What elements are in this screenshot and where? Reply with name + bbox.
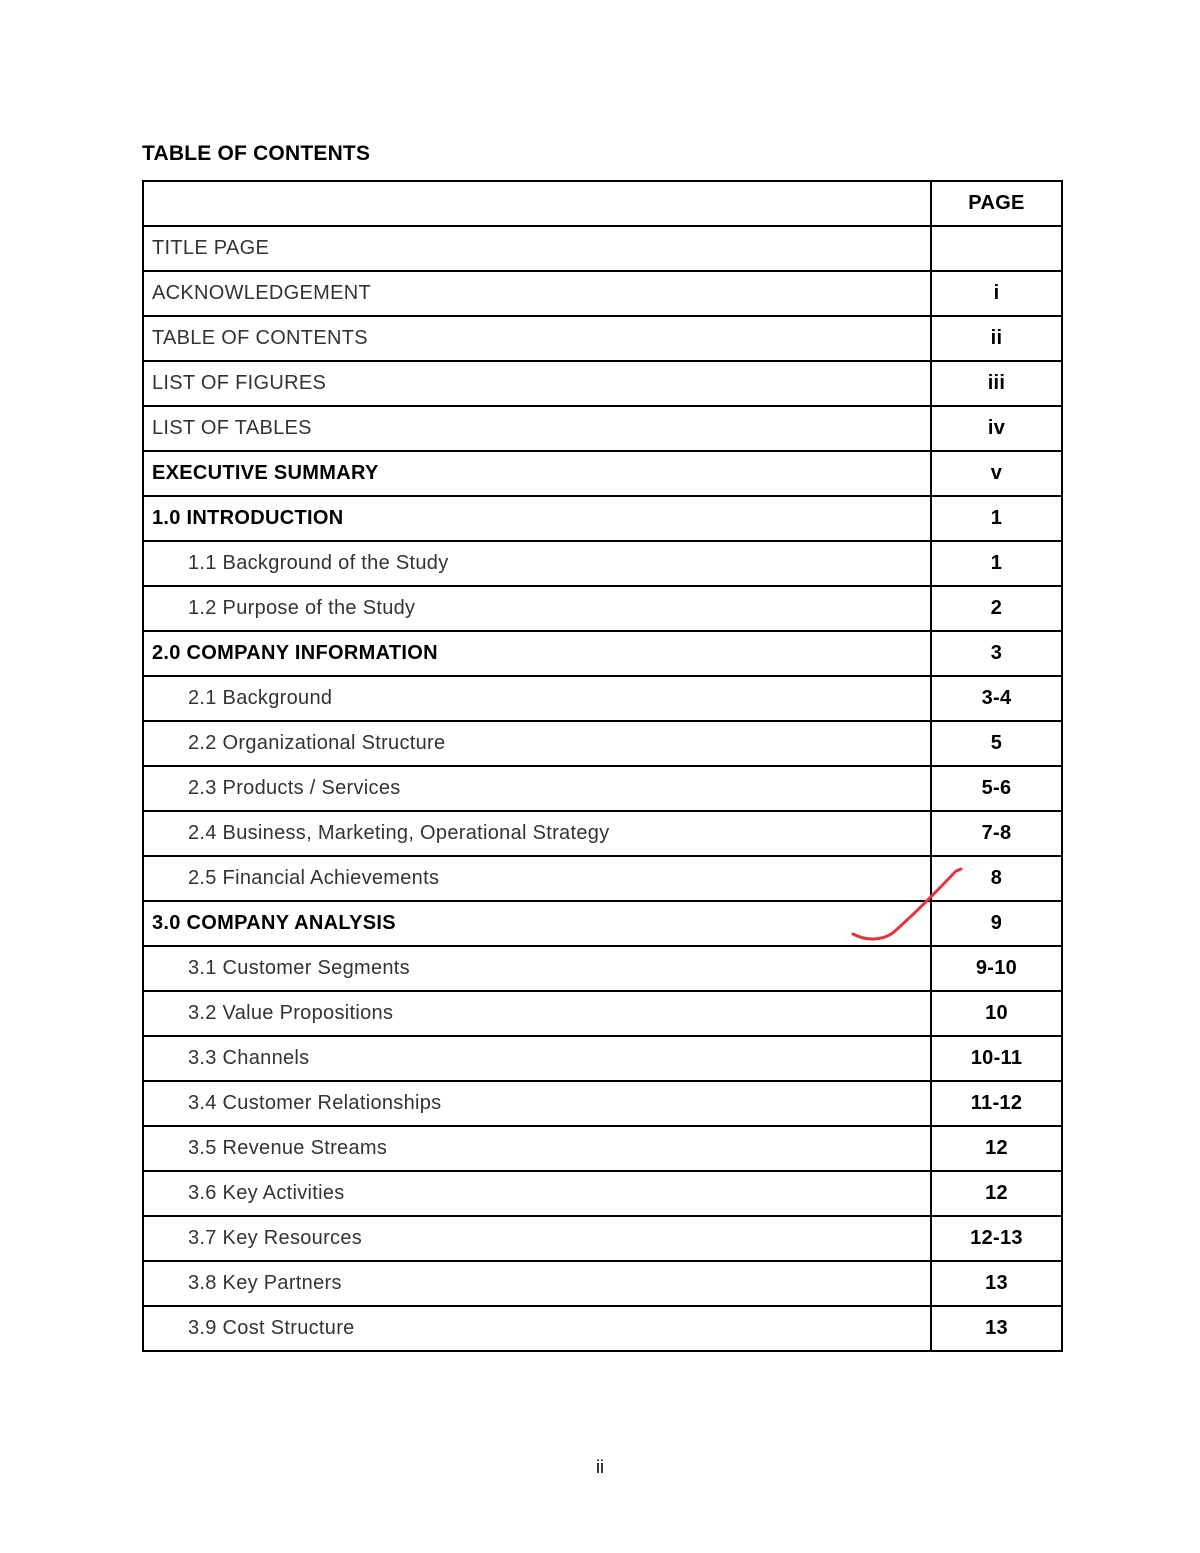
- toc-entry-label: 3.8 Key Partners: [143, 1261, 931, 1306]
- toc-entry-page: 9: [931, 901, 1062, 946]
- toc-row: [143, 991, 1062, 1036]
- toc-entry-page: 12: [931, 1171, 1062, 1216]
- page-column-header: PAGE: [931, 181, 1062, 226]
- toc-entry-label: 2.2 Organizational Structure: [143, 721, 931, 766]
- toc-entry-page: iv: [931, 406, 1062, 451]
- toc-entry-page: 9-10: [931, 946, 1062, 991]
- toc-row: [143, 496, 1062, 541]
- toc-entry-label: 3.2 Value Propositions: [143, 991, 931, 1036]
- toc-entry-label: LIST OF FIGURES: [143, 361, 931, 406]
- footer-page-number: ii: [596, 1457, 604, 1477]
- toc-entry-page: 10-11: [931, 1036, 1062, 1081]
- toc-row: [143, 226, 1062, 271]
- toc-entry-page: 3: [931, 631, 1062, 676]
- toc-entry-label: TABLE OF CONTENTS: [143, 316, 931, 361]
- toc-entry-page: 5-6: [931, 766, 1062, 811]
- toc-entry-page: 1: [931, 496, 1062, 541]
- toc-entry-label: 3.3 Channels: [143, 1036, 931, 1081]
- toc-entry-page: 13: [931, 1261, 1062, 1306]
- toc-row: [143, 451, 1062, 496]
- toc-row: [143, 271, 1062, 316]
- toc-row: [143, 721, 1062, 766]
- toc-entry-label: 2.5 Financial Achievements: [143, 856, 931, 901]
- toc-entry-label: LIST OF TABLES: [143, 406, 931, 451]
- toc-entry-label: 2.4 Business, Marketing, Operational Strategy: [143, 811, 931, 856]
- table-of-contents: [142, 180, 1063, 1352]
- toc-row: [143, 676, 1062, 721]
- toc-row: [143, 361, 1062, 406]
- toc-row: [143, 811, 1062, 856]
- toc-entry-page: 13: [931, 1306, 1062, 1351]
- toc-entry-page: 8: [931, 856, 1062, 901]
- toc-entry-label: 3.7 Key Resources: [143, 1216, 931, 1261]
- toc-row: [143, 541, 1062, 586]
- toc-entry-label: 3.9 Cost Structure: [143, 1306, 931, 1351]
- toc-row: [143, 631, 1062, 676]
- toc-row: [143, 586, 1062, 631]
- toc-entry-label: 2.0 COMPANY INFORMATION: [143, 631, 931, 676]
- toc-row: [143, 1261, 1062, 1306]
- toc-entry-page: 5: [931, 721, 1062, 766]
- toc-entry-label: 2.3 Products / Services: [143, 766, 931, 811]
- toc-entry-label: 3.4 Customer Relationships: [143, 1081, 931, 1126]
- toc-row: [143, 856, 1062, 901]
- toc-entry-page: 10: [931, 991, 1062, 1036]
- toc-entry-page: 11-12: [931, 1081, 1062, 1126]
- toc-entry-page: 12-13: [931, 1216, 1062, 1261]
- toc-row: [143, 406, 1062, 451]
- toc-entry-label: 3.6 Key Activities: [143, 1171, 931, 1216]
- toc-entry-page: [931, 226, 1062, 271]
- toc-entry-page: 1: [931, 541, 1062, 586]
- toc-entry-page: 2: [931, 586, 1062, 631]
- toc-entry-label: 1.1 Background of the Study: [143, 541, 931, 586]
- toc-row: [143, 1081, 1062, 1126]
- toc-row: [143, 1171, 1062, 1216]
- toc-entry-label: 3.5 Revenue Streams: [143, 1126, 931, 1171]
- toc-entry-label: 3.1 Customer Segments: [143, 946, 931, 991]
- toc-entry-page: iii: [931, 361, 1062, 406]
- toc-row: [143, 1126, 1062, 1171]
- toc-row: [143, 1216, 1062, 1261]
- toc-entry-page: 3-4: [931, 676, 1062, 721]
- toc-header-row: [143, 181, 1062, 226]
- toc-entry-label: TITLE PAGE: [143, 226, 931, 271]
- toc-entry-page: 7-8: [931, 811, 1062, 856]
- toc-entry-label: ACKNOWLEDGEMENT: [143, 271, 931, 316]
- document-heading: TABLE OF CONTENTS: [142, 142, 371, 165]
- toc-entry-label: 3.0 COMPANY ANALYSIS: [143, 901, 931, 946]
- toc-entry-page: 12: [931, 1126, 1062, 1171]
- toc-header-blank: [143, 181, 931, 226]
- toc-entry-label: 1.0 INTRODUCTION: [143, 496, 931, 541]
- toc-entry-label: 1.2 Purpose of the Study: [143, 586, 931, 631]
- toc-row: [143, 766, 1062, 811]
- toc-entry-label: 2.1 Background: [143, 676, 931, 721]
- toc-row: [143, 1036, 1062, 1081]
- toc-entry-page: i: [931, 271, 1062, 316]
- toc-entry-page: ii: [931, 316, 1062, 361]
- toc-entry-page: v: [931, 451, 1062, 496]
- toc-row: [143, 946, 1062, 991]
- toc-row: [143, 316, 1062, 361]
- toc-row: [143, 1306, 1062, 1351]
- toc-entry-label: EXECUTIVE SUMMARY: [143, 451, 931, 496]
- toc-row: [143, 901, 1062, 946]
